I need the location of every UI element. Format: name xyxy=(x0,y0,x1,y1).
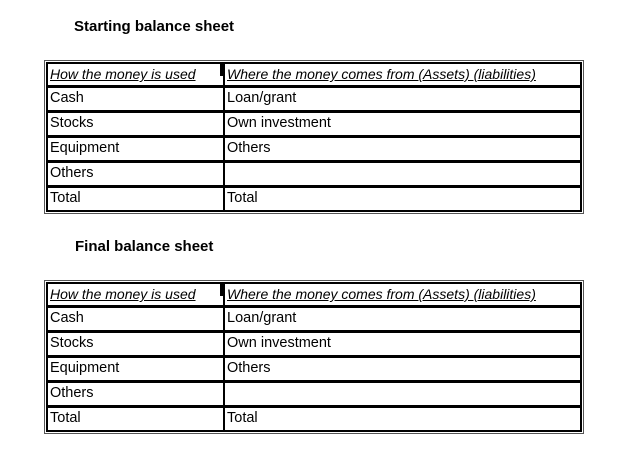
header-sources: Where the money comes from (Assets) (liabilities) xyxy=(224,282,582,307)
sources-cell: Own investment xyxy=(224,112,582,137)
table-total-row xyxy=(46,187,582,212)
table-header-row xyxy=(46,282,582,307)
uses-cell: Equipment xyxy=(46,357,224,382)
sources-cell: Own investment xyxy=(224,332,582,357)
sources-cell: Loan/grant xyxy=(224,307,582,332)
table-row xyxy=(46,307,582,332)
header-uses: How the money is used xyxy=(46,282,224,307)
sources-total-cell: Total xyxy=(224,187,582,212)
table-row xyxy=(46,137,582,162)
uses-cell: Equipment xyxy=(46,137,224,162)
uses-cell: Others xyxy=(46,162,224,187)
table-total-row xyxy=(46,407,582,432)
header-sources: Where the money comes from (Assets) (liabilities) xyxy=(224,62,582,87)
uses-cell: Stocks xyxy=(46,112,224,137)
table-row xyxy=(46,112,582,137)
table-row xyxy=(46,87,582,112)
sources-cell: Others xyxy=(224,137,582,162)
sources-cell xyxy=(224,382,582,407)
uses-total-cell: Total xyxy=(46,187,224,212)
table-row xyxy=(46,382,582,407)
uses-cell: Others xyxy=(46,382,224,407)
sources-cell: Loan/grant xyxy=(224,87,582,112)
final-sheet-title: Final balance sheet xyxy=(75,238,214,255)
table-row xyxy=(46,332,582,357)
uses-cell: Cash xyxy=(46,87,224,112)
starting-balance-table xyxy=(44,60,584,214)
uses-total-cell: Total xyxy=(46,407,224,432)
sources-cell: Others xyxy=(224,357,582,382)
final-balance-table xyxy=(44,280,584,434)
header-uses: How the money is used xyxy=(46,62,224,87)
starting-sheet-title: Starting balance sheet xyxy=(74,18,235,35)
sources-cell xyxy=(224,162,582,187)
table-header-row xyxy=(46,62,582,87)
uses-cell: Stocks xyxy=(46,332,224,357)
sources-total-cell: Total xyxy=(224,407,582,432)
table-row xyxy=(46,357,582,382)
uses-cell: Cash xyxy=(46,307,224,332)
table-row xyxy=(46,162,582,187)
